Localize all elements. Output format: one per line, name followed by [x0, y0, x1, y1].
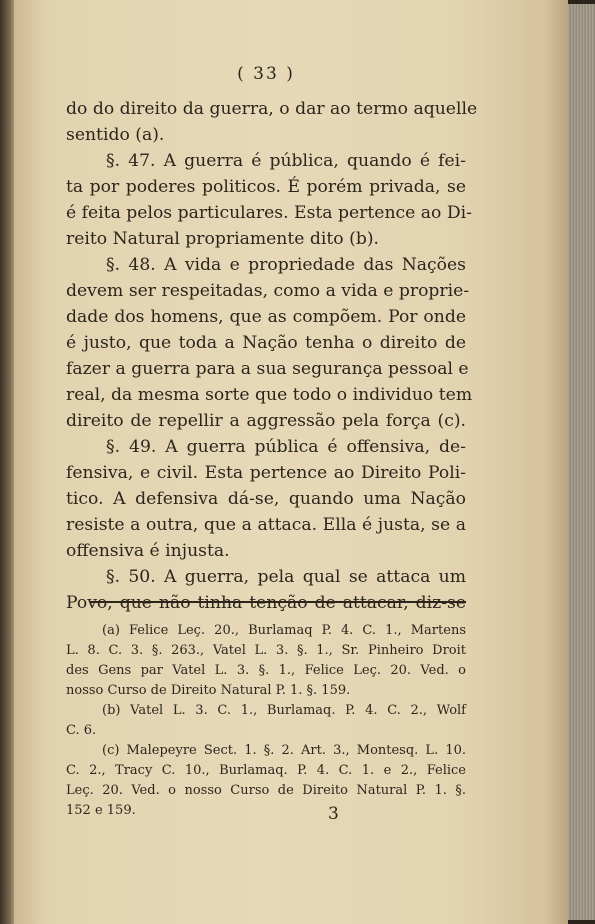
- footnote-line: C. 6.: [66, 723, 97, 738]
- footnote-rule: [90, 601, 466, 603]
- body-line: §. 47. A guerra é pública, quando é fei-: [106, 151, 466, 171]
- body-line: é feita pelos particulares. Esta pertence ao Di-: [66, 203, 472, 223]
- body-line: devem ser respeitadas, como a vida e proprie-: [66, 281, 470, 301]
- body-line: resiste a outra, que a attaca. Ella é justa, se a: [66, 515, 466, 535]
- page-edges: [568, 4, 595, 920]
- footnote-line: Leç. 20. Ved. o nosso Curso de Direito Natural P. 1. §.: [66, 783, 466, 798]
- signature-mark: 3: [328, 804, 339, 824]
- body-line: fensiva, e civil. Esta pertence ao Direito Poli-: [66, 463, 466, 483]
- footnote-line: (b) Vatel L. 3. C. 1., Burlamaq. P. 4. C. 2., Wolf: [102, 703, 466, 718]
- body-line: dade dos homens, que as compõem. Por onde: [66, 307, 466, 327]
- body-line: real, da mesma sorte que todo o individuo tem: [66, 385, 473, 405]
- book-page: [14, 0, 568, 924]
- body-line: §. 48. A vida e propriedade das Nações: [106, 255, 466, 275]
- body-line: Povo, que não tinha tenção de attacar, diz-se: [66, 593, 466, 613]
- body-line: fazer a guerra para a sua segurança pessoal e: [66, 359, 469, 379]
- body-line: direito de repellir a aggressão pela força (c).: [66, 411, 466, 431]
- body-line: ta por poderes politicos. É porém privada, se: [66, 177, 466, 197]
- page-number: ( 33 ): [237, 64, 295, 84]
- footnote-line: C. 2., Tracy C. 10., Burlamaq. P. 4. C. 1. e 2., Felice: [66, 763, 466, 778]
- footnote-line: des Gens par Vatel L. 3. §. 1., Felice Leç. 20. Ved. o: [66, 663, 466, 678]
- body-line: offensiva é injusta.: [66, 541, 230, 561]
- footnote-line: (a) Felice Leç. 20., Burlamaq P. 4. C. 1., Martens: [102, 623, 466, 638]
- body-line: é justo, que toda a Nação tenha o direito de: [66, 333, 466, 353]
- body-line: do do direito da guerra, o dar ao termo aquelle: [66, 99, 478, 119]
- binding-shadow: [0, 0, 14, 924]
- footnote-line: nosso Curso de Direito Natural P. 1. §. 159.: [66, 683, 351, 698]
- body-line: reito Natural propriamente dito (b).: [66, 229, 379, 249]
- footnote-line: (c) Malepeyre Sect. 1. §. 2. Art. 3., Montesq. L. 10.: [102, 743, 466, 758]
- footnote-line: 152 e 159.: [66, 803, 136, 818]
- footnote-line: L. 8. C. 3. §. 263., Vatel L. 3. §. 1., Sr. Pinheiro Droit: [66, 643, 466, 658]
- body-line: sentido (a).: [66, 125, 165, 145]
- body-line: §. 49. A guerra pública é offensiva, de-: [106, 437, 466, 457]
- body-line: tico. A defensiva dá-se, quando uma Nação: [66, 489, 466, 509]
- body-line: §. 50. A guerra, pela qual se attaca um: [106, 567, 466, 587]
